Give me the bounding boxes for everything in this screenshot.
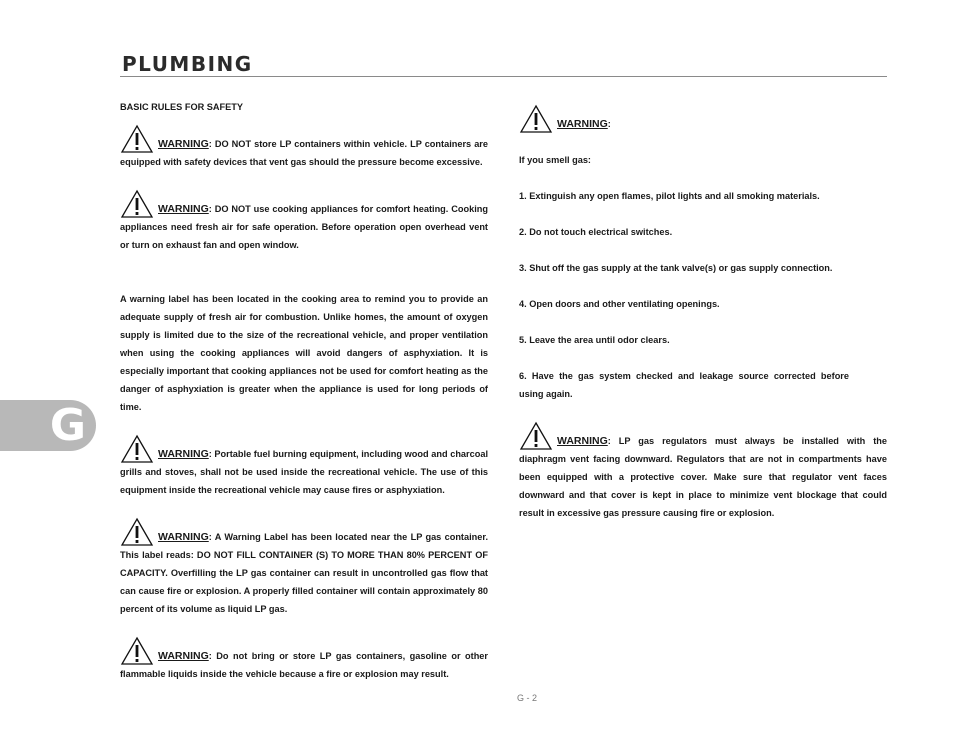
warning-text: : LP gas regulators must always be installed with the diaphragm vent facing downward. Regulators that are not in compartments have been equipped with a protective cover. Make sure that regulator vent faces downward and that cover is kept in place to minimize vent blockage that could result in excessive gas pressure causing fire or explosion.: [519, 436, 887, 518]
section-tab-letter: G: [49, 400, 86, 451]
gas-step: 1. Extinguish any open flames, pilot lights and all smoking materials.: [519, 191, 820, 201]
warning-text: : Do not bring or store LP gas containers, gasoline or other flammable liquids inside the vehicle because a fire or explosion may result.: [120, 651, 488, 679]
gas-step: 3. Shut off the gas supply at the tank valve(s) or gas supply connection.: [519, 263, 833, 273]
gas-step: 5. Leave the area until odor clears.: [519, 335, 670, 345]
page-title: PLUMBING: [122, 52, 253, 76]
section-heading: BASIC RULES FOR SAFETY: [120, 102, 244, 112]
warning-text: : A Warning Label has been located near the LP gas container. This label reads: DO NOT FILL CONTAINER (S) TO MORE THAN 80% PERCENT OF CAPACITY. Overfilling the LP gas container can result in uncontrolled gas flow that can cause fire or explosion. A properly filled container will contain approximately 80 percent of its volume as liquid LP gas.: [120, 532, 488, 614]
warning-triangle-icon: [519, 104, 553, 134]
right-column: [519, 104, 887, 540]
warning-label: WARNING: [158, 203, 209, 215]
warning-block: [120, 517, 488, 618]
warning-triangle-icon: [519, 421, 553, 451]
warning-triangle-icon: [120, 517, 154, 547]
warning-block: [120, 434, 488, 499]
warning-block: [120, 636, 488, 683]
warning-triangle-icon: [120, 434, 154, 464]
warning-colon: :: [607, 119, 611, 129]
warning-label: WARNING: [557, 435, 608, 447]
section-tab: [0, 400, 96, 451]
warning-label: WARNING: [158, 138, 209, 150]
gas-step: 6. Have the gas system checked and leakage source corrected before using again.: [519, 371, 849, 399]
warning-block: [120, 124, 488, 171]
title-divider: [120, 76, 887, 77]
warning-triangle-icon: [120, 124, 154, 154]
warning-label: WARNING: [158, 531, 209, 543]
warning-block: [120, 189, 488, 254]
warning-block: [519, 421, 887, 522]
warning-text: : DO NOT store LP containers within vehicle. LP containers are equipped with safety devices that vent gas should the pressure become excessive.: [120, 139, 488, 167]
body-paragraph: A warning label has been located in the cooking area to remind you to provide an adequate supply of fresh air for combustion. Unlike homes, the amount of oxygen supply is limited due to the size of the recreational vehicle, and proper ventilation when using the cooking appliances will avoid dangers of asphyxiation. It is especially important that cooking appliances not be used for comfort heating as the danger of asphyxiation is greater when the appliance is used for long periods of time.: [120, 294, 488, 412]
warning-text: : DO NOT use cooking appliances for comfort heating. Cooking appliances need fresh air for safe operation. Before operation open overhead vent or turn on exhaust fan and open window.: [120, 204, 488, 250]
warning-text: : Portable fuel burning equipment, including wood and charcoal grills and stoves, shall not be used inside the recreational vehicle. The use of this equipment inside the recreational vehicle may cause fires or asphyxiation.: [120, 449, 488, 495]
warning-triangle-icon: [120, 189, 154, 219]
left-column: [120, 98, 488, 701]
page-number: G - 2: [516, 693, 537, 703]
warning-label: WARNING: [557, 118, 608, 130]
gas-step: 2. Do not touch electrical switches.: [519, 227, 673, 237]
warning-label: WARNING: [158, 448, 209, 460]
warning-block: [519, 104, 887, 133]
gas-step: 4. Open doors and other ventilating openings.: [519, 299, 720, 309]
warning-triangle-icon: [120, 636, 154, 666]
gas-intro: If you smell gas:: [519, 155, 591, 165]
warning-label: WARNING: [158, 650, 209, 662]
